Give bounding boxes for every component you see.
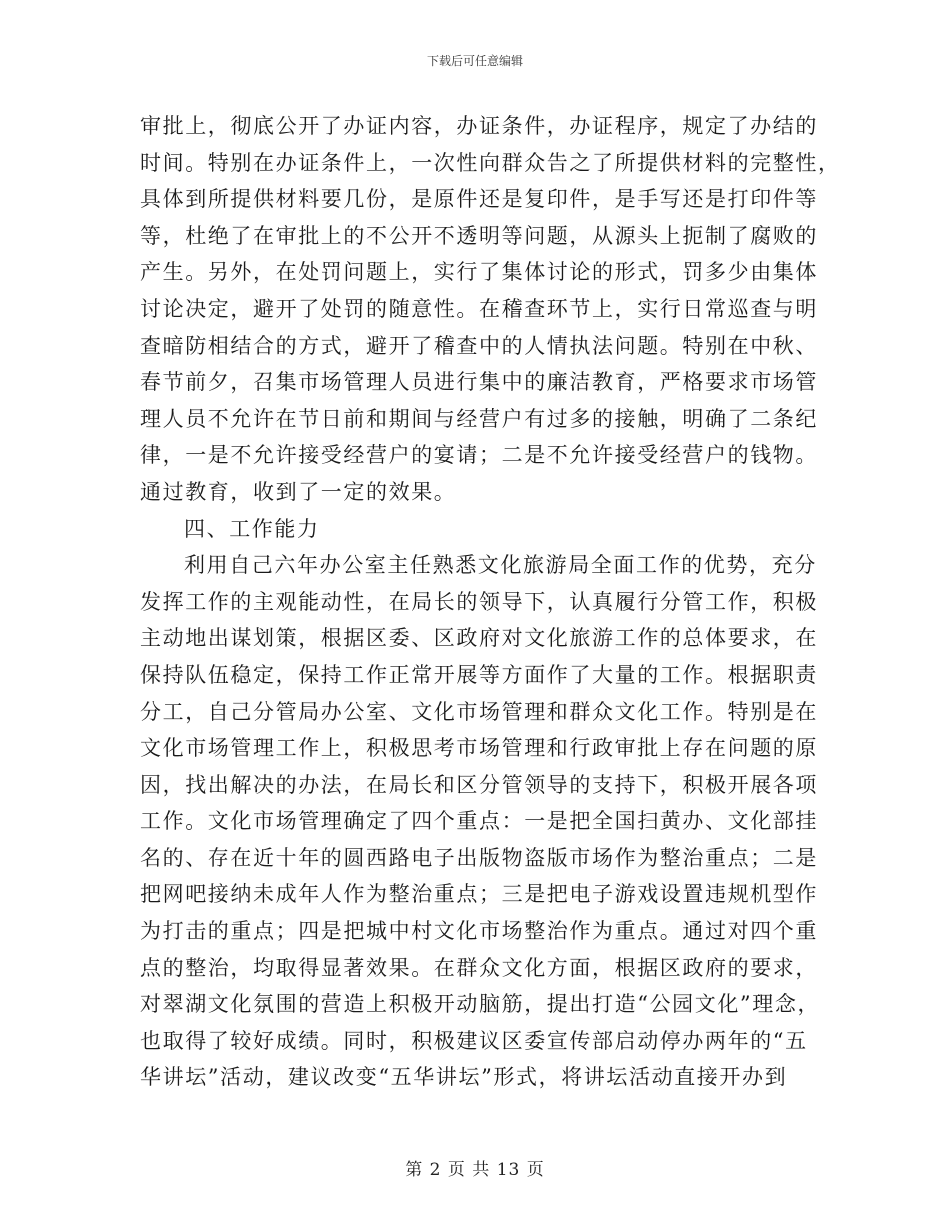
text-line: 时间。特别在办证条件上，一次性向群众告之了所提供材料的完整性， [140,150,841,175]
text-line: 通过教育，收到了一定的效果。 [140,479,457,504]
text-line: 为打击的重点；四是把城中村文化市场整治作为重点。通过对四个重 [140,919,818,944]
text-line: 华讲坛”活动，建议改变“五华讲坛”形式，将讲坛活动直接开办到 [140,1065,788,1090]
text-line: 发挥工作的主观能动性，在局长的领导下，认真履行分管工作，积极 [140,589,818,614]
text-line: 律，一是不允许接受经营户的宴请；二是不允许接受经营户的钱物。 [140,443,818,468]
text-line: 工作。文化市场管理确定了四个重点：一是把全国扫黄办、文化部挂 [140,809,818,834]
text-line: 把网吧接纳未成年人作为整治重点；三是把电子游戏设置违规机型作 [140,882,818,907]
text-line: 分工，自己分管局办公室、文化市场管理和群众文化工作。特别是在 [140,699,818,724]
text-line: 也取得了较好成绩。同时，积极建议区委宣传部启动停办两年的“五 [140,1028,808,1053]
document-body [140,108,841,1096]
text-line: 讨论决定，避开了处罚的随意性。在稽查环节上，实行日常巡查与明 [140,296,818,321]
text-line: 名的、存在近十年的圆西路电子出版物盗版市场作为整治重点；二是 [140,845,818,870]
page-number-footer: 第 2 页 共 13 页 [405,1160,545,1180]
text-line: 产生。另外，在处罚问题上，实行了集体讨论的形式，罚多少由集体 [140,260,818,285]
text-line: 春节前夕，召集市场管理人员进行集中的廉洁教育，严格要求市场管 [140,370,818,395]
text-line: 四、工作能力 [184,516,320,541]
text-line: 对翠湖文化氛围的营造上积极开动脑筋，提出打造“公园文化”理念， [140,992,821,1017]
text-line: 审批上，彻底公开了办证内容，办证条件，办证程序，规定了办结的 [140,114,818,138]
text-line: 理人员不允许在节日前和期间与经营户有过多的接触，明确了二条纪 [140,406,818,431]
text-line: 主动地出谋划策，根据区委、区政府对文化旅游工作的总体要求，在 [140,626,818,651]
page-header-note: 下载后可任意编辑 [426,54,523,68]
text-line: 保持队伍稳定，保持工作正常开展等方面作了大量的工作。根据职责 [140,662,818,687]
text-line: 等，杜绝了在审批上的不公开不透明等问题，从源头上扼制了腐败的 [140,223,818,248]
text-line: 具体到所提供材料要几份，是原件还是复印件，是手写还是打印件等 [140,187,818,212]
text-line: 点的整治，均取得显著效果。在群众文化方面，根据区政府的要求， [140,955,818,980]
text-line: 查暗防相结合的方式，避开了稽查中的人情执法问题。特别在中秋、 [140,333,818,358]
text-line: 文化市场管理工作上，积极思考市场管理和行政审批上存在问题的原 [140,736,818,761]
text-line: 利用自己六年办公室主任熟悉文化旅游局全面工作的优势，充分 [184,553,817,578]
text-line: 因，找出解决的办法，在局长和区分管领导的支持下，积极开展各项 [140,772,818,797]
